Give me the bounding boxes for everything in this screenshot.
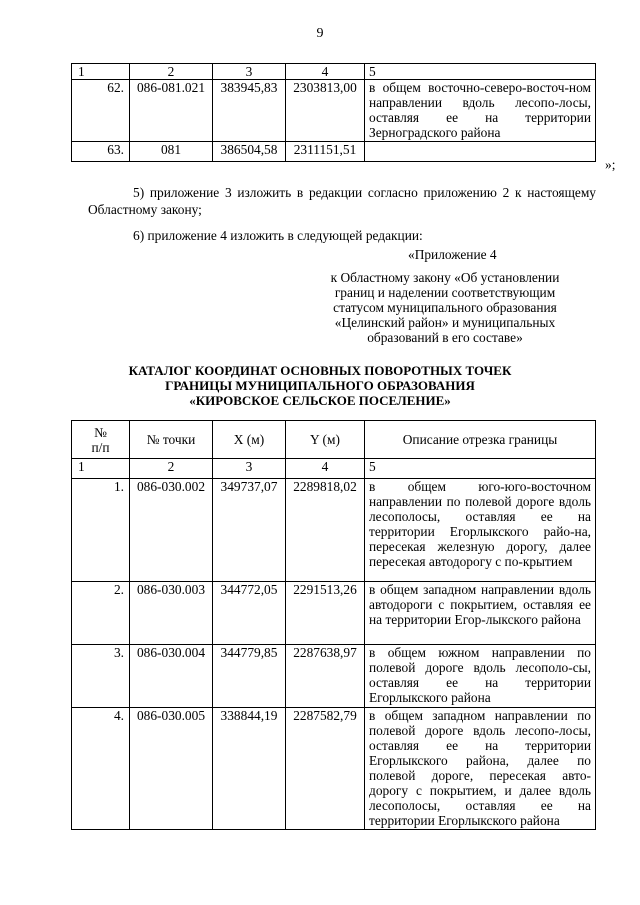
header-x: X (м) [213, 421, 286, 459]
col-index-4: 4 [286, 64, 365, 80]
header-point-number: № точки [130, 421, 213, 459]
table-row [72, 80, 596, 142]
x-coordinate: 338844,19 [213, 708, 286, 830]
point-number: 086-030.005 [130, 708, 213, 830]
col-index-4: 4 [286, 459, 365, 479]
point-number: 086-030.004 [130, 645, 213, 708]
x-coordinate: 349737,07 [213, 479, 286, 582]
x-coordinate: 344772,05 [213, 582, 286, 645]
table-row [72, 582, 596, 645]
paragraph-item-5: 5) приложение 3 изложить в редакции согласно приложению 2 к настоящему Областному закону; [88, 185, 596, 217]
catalog-title-line: КАТАЛОГ КООРДИНАТ ОСНОВНЫХ ПОВОРОТНЫХ ТОЧЕК [128, 363, 512, 378]
point-number: 081 [130, 142, 213, 162]
row-number: 2. [72, 582, 130, 645]
y-coordinate: 2291513,26 [286, 582, 365, 645]
col-index-1: 1 [72, 459, 130, 479]
closing-quote: »; [605, 157, 616, 172]
row-number: 4. [72, 708, 130, 830]
col-index-1: 1 [72, 64, 130, 80]
catalog-title [0, 363, 640, 408]
appendix-subtitle-line: границ и наделении соответствующим [334, 285, 556, 300]
segment-description: в общем юго-юго-восточном направлении по полевой дороге вдоль лесополосы, оставляя ее на территории Егорлыкского райо-на, пересекая железную дорогу, далее пересекая автодорогу с по-крытием [365, 479, 596, 582]
col-index-5: 5 [365, 459, 596, 479]
col-index-2: 2 [130, 64, 213, 80]
page-number: 9 [316, 26, 324, 41]
col-index-5: 5 [365, 64, 596, 80]
table-row [72, 479, 596, 582]
catalog-title-line: ГРАНИЦЫ МУНИЦИПАЛЬНОГО ОБРАЗОВАНИЯ [165, 378, 475, 393]
appendix-subtitle [300, 270, 590, 345]
row-number: 62. [72, 80, 130, 142]
col-index-3: 3 [213, 459, 286, 479]
col-index-3: 3 [213, 64, 286, 80]
table-row [72, 708, 596, 830]
segment-description: в общем западном направлении вдоль автодороги с покрытием, оставляя ее на территории Егор-лыкского района [365, 582, 596, 645]
y-coordinate: 2311151,51 [286, 142, 365, 162]
point-number: 086-030.003 [130, 582, 213, 645]
col-index-2: 2 [130, 459, 213, 479]
y-coordinate: 2303813,00 [286, 80, 365, 142]
segment-description: в общем южном направлении по полевой дороге вдоль лесополо-сы, оставляя ее на территории Егорлыкского района [365, 645, 596, 708]
appendix-subtitle-line: статусом муниципального образования [333, 300, 557, 315]
catalog-title-line: «КИРОВСКОЕ СЕЛЬСКОЕ ПОСЕЛЕНИЕ» [189, 393, 451, 408]
y-coordinate: 2287582,79 [286, 708, 365, 830]
appendix-subtitle-line: к Областному закону «Об установлении [330, 270, 560, 285]
row-number: 1. [72, 479, 130, 582]
paragraph-item-6: 6) приложение 4 изложить в следующей редакции: [133, 228, 423, 243]
table-row [72, 142, 596, 162]
segment-description: в общем западном направлении по полевой дороге вдоль лесопо-лосы, оставляя ее на территории Егорлыкского района, далее по полевой дороге, пересекая авто-дорогу с покрытием, и далее вдоль лесополосы, оставляя ее на территории Егорлыкского района [365, 708, 596, 830]
x-coordinate: 383945,83 [213, 80, 286, 142]
x-coordinate: 344779,85 [213, 645, 286, 708]
header-description: Описание отрезка границы [365, 421, 596, 459]
x-coordinate: 386504,58 [213, 142, 286, 162]
appendix-subtitle-line: «Целинский район» и муниципальных [334, 315, 556, 330]
table-index-row [72, 459, 596, 479]
header-y: Y (м) [286, 421, 365, 459]
segment-description: в общем восточно-северо-восточ-ном направлении вдоль лесопо-лосы, оставляя ее на территории Зерноградского района [365, 80, 596, 142]
table-row [72, 645, 596, 708]
top-coordinates-table [71, 63, 596, 162]
y-coordinate: 2287638,97 [286, 645, 365, 708]
appendix-title: «Приложение 4 [408, 247, 497, 262]
table-header-row [72, 421, 596, 459]
header-row-number: № п/п [72, 421, 130, 459]
segment-description [365, 142, 596, 162]
point-number: 086-081.021 [130, 80, 213, 142]
catalog-coordinates-table [71, 420, 596, 830]
table-index-row [72, 64, 596, 80]
appendix-subtitle-line: образований в его составе» [367, 330, 523, 345]
row-number: 3. [72, 645, 130, 708]
row-number: 63. [72, 142, 130, 162]
point-number: 086-030.002 [130, 479, 213, 582]
y-coordinate: 2289818,02 [286, 479, 365, 582]
